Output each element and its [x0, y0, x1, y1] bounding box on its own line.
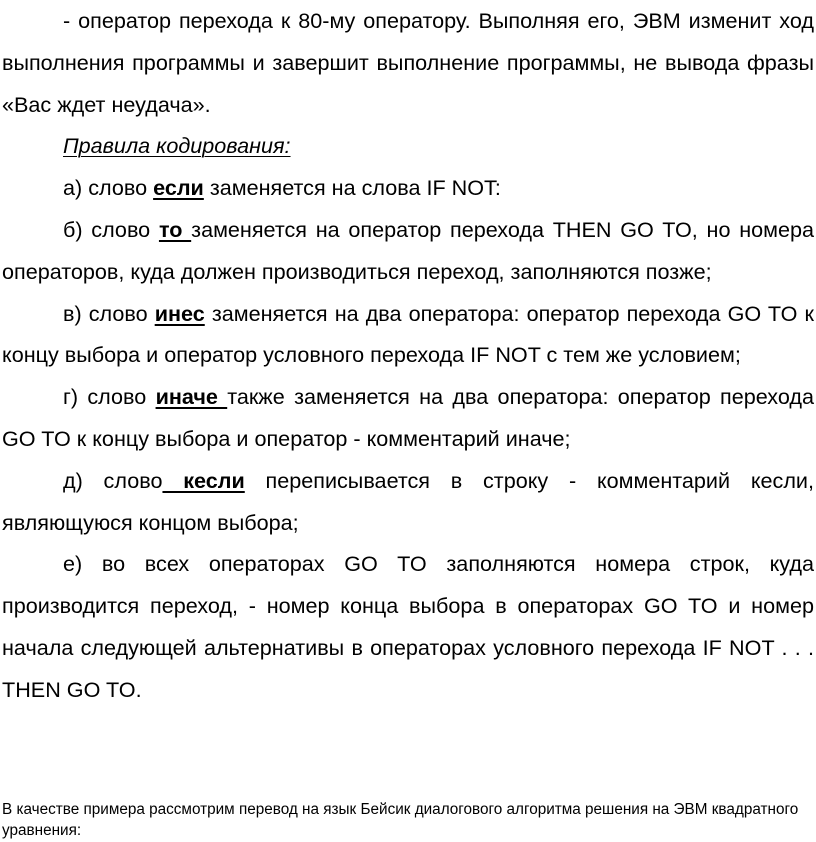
rule-g — [2, 376, 814, 460]
rule-a — [2, 167, 814, 209]
rule-d — [2, 460, 814, 544]
rule-a-text: заменяется на слова IF NOT: — [203, 175, 501, 201]
rule-b — [2, 209, 814, 293]
rule-v-prefix: в) слово — [63, 300, 155, 326]
rule-g-keyword: иначе — [155, 384, 228, 410]
document-body — [2, 0, 814, 711]
rule-v — [2, 293, 814, 377]
rule-g-text: также заменяется на два оператора: оператор перехода GO TO к концу выбора и оператор - комментарий иначе; — [2, 384, 814, 451]
rule-e: е) во всех операторах GO TO заполняются номера строк, куда производится переход, - номер конца выбора в операторах GO TO и номер начала следующей альтернативы в операторах условного перехода IF NOT . . . THEN GO TO. — [2, 551, 814, 702]
rules-heading-line — [2, 125, 814, 167]
rule-b-keyword: то — [158, 216, 192, 242]
rule-d-prefix: д) слово — [63, 467, 163, 493]
rule-v-text: заменяется на два оператора: оператор перехода GO TO к концу выбора и оператор условного перехода IF NOT с тем же условием; — [2, 300, 814, 368]
rule-v-keyword: инес — [154, 300, 205, 326]
rule-b-text: заменяется на оператор перехода THEN GO TO, но номера операторов, куда должен производиться переход, заполняются позже; — [2, 216, 815, 284]
rule-b-prefix: б) слово — [63, 216, 159, 242]
rules-heading: Правила кодирования: — [63, 133, 291, 159]
example-intro-note: В качестве примера рассмотрим перевод на язык Бейсик диалогового алгоритма решения на ЭВМ квадратного уравнения: — [2, 801, 799, 839]
paragraph-intro: - оператор перехода к 80-му оператору. Выполняя его, ЭВМ изменит ход выполнения программы и завершит выполнение программы, не вывода фразы «Вас ждет неудача». — [2, 8, 814, 117]
rule-g-prefix: г) слово — [63, 384, 156, 410]
rule-d-keyword: кесли — [162, 467, 245, 493]
rule-a-prefix: а) слово — [63, 175, 154, 201]
rule-d-text: переписывается в строку - комментарий кесли, являющуюся концом выбора; — [2, 467, 814, 535]
rule-a-keyword: если — [153, 175, 204, 201]
